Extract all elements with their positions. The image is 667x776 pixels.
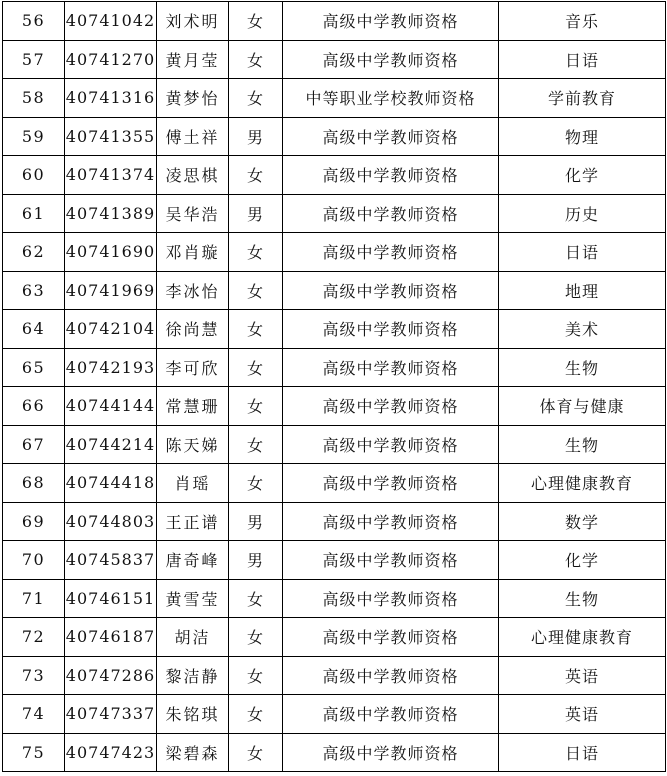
table-row xyxy=(3,2,666,41)
candidate-name: 黄月莹 xyxy=(157,40,229,79)
gender: 女 xyxy=(229,40,283,79)
table-row xyxy=(3,502,666,541)
exam-number: 40744803 xyxy=(65,502,157,541)
subject: 英语 xyxy=(499,695,666,734)
row-index: 72 xyxy=(3,618,65,657)
candidate-name: 李冰怡 xyxy=(157,271,229,310)
qualification-type: 高级中学教师资格 xyxy=(283,271,499,310)
gender: 女 xyxy=(229,733,283,772)
qualification-type: 高级中学教师资格 xyxy=(283,579,499,618)
exam-number: 40746187 xyxy=(65,618,157,657)
qualification-type: 高级中学教师资格 xyxy=(283,541,499,580)
qualification-type: 高级中学教师资格 xyxy=(283,310,499,349)
candidate-table-body xyxy=(3,2,666,772)
exam-number: 40741690 xyxy=(65,233,157,272)
subject: 化学 xyxy=(499,156,666,195)
qualification-type: 高级中学教师资格 xyxy=(283,40,499,79)
row-index: 68 xyxy=(3,464,65,503)
candidate-name: 徐尚慧 xyxy=(157,310,229,349)
gender: 女 xyxy=(229,233,283,272)
subject: 日语 xyxy=(499,733,666,772)
row-index: 69 xyxy=(3,502,65,541)
exam-number: 40747337 xyxy=(65,695,157,734)
table-row xyxy=(3,618,666,657)
gender: 女 xyxy=(229,156,283,195)
gender: 女 xyxy=(229,2,283,41)
table-row xyxy=(3,464,666,503)
table-row xyxy=(3,695,666,734)
subject: 历史 xyxy=(499,194,666,233)
qualification-type: 高级中学教师资格 xyxy=(283,117,499,156)
candidate-name: 唐奇峰 xyxy=(157,541,229,580)
qualification-type: 高级中学教师资格 xyxy=(283,156,499,195)
gender: 女 xyxy=(229,387,283,426)
candidate-name: 黄梦怡 xyxy=(157,79,229,118)
exam-number: 40747423 xyxy=(65,733,157,772)
gender: 女 xyxy=(229,348,283,387)
candidate-name: 胡洁 xyxy=(157,618,229,657)
candidate-table xyxy=(2,1,666,772)
subject: 心理健康教育 xyxy=(499,464,666,503)
subject: 音乐 xyxy=(499,2,666,41)
table-row xyxy=(3,733,666,772)
exam-number: 40741270 xyxy=(65,40,157,79)
subject: 体育与健康 xyxy=(499,387,666,426)
row-index: 75 xyxy=(3,733,65,772)
exam-number: 40741389 xyxy=(65,194,157,233)
row-index: 65 xyxy=(3,348,65,387)
subject: 物理 xyxy=(499,117,666,156)
exam-number: 40741969 xyxy=(65,271,157,310)
qualification-type: 高级中学教师资格 xyxy=(283,348,499,387)
exam-number: 40745837 xyxy=(65,541,157,580)
candidate-name: 凌思棋 xyxy=(157,156,229,195)
row-index: 62 xyxy=(3,233,65,272)
table-row xyxy=(3,541,666,580)
table-row xyxy=(3,656,666,695)
table-row xyxy=(3,40,666,79)
gender: 男 xyxy=(229,502,283,541)
row-index: 58 xyxy=(3,79,65,118)
exam-number: 40744144 xyxy=(65,387,157,426)
qualification-type: 高级中学教师资格 xyxy=(283,2,499,41)
candidate-name: 刘术明 xyxy=(157,2,229,41)
gender: 女 xyxy=(229,579,283,618)
subject: 英语 xyxy=(499,656,666,695)
qualification-type: 高级中学教师资格 xyxy=(283,656,499,695)
exam-number: 40746151 xyxy=(65,579,157,618)
subject: 日语 xyxy=(499,40,666,79)
exam-number: 40744214 xyxy=(65,425,157,464)
table-row xyxy=(3,233,666,272)
subject: 生物 xyxy=(499,425,666,464)
candidate-name: 肖瑶 xyxy=(157,464,229,503)
subject: 日语 xyxy=(499,233,666,272)
table-row xyxy=(3,348,666,387)
subject: 生物 xyxy=(499,579,666,618)
subject: 化学 xyxy=(499,541,666,580)
table-row xyxy=(3,79,666,118)
qualification-type: 高级中学教师资格 xyxy=(283,733,499,772)
subject: 心理健康教育 xyxy=(499,618,666,657)
subject: 学前教育 xyxy=(499,79,666,118)
candidate-name: 梁碧森 xyxy=(157,733,229,772)
row-index: 64 xyxy=(3,310,65,349)
exam-number: 40744418 xyxy=(65,464,157,503)
gender: 女 xyxy=(229,425,283,464)
gender: 男 xyxy=(229,541,283,580)
subject: 生物 xyxy=(499,348,666,387)
gender: 女 xyxy=(229,310,283,349)
gender: 女 xyxy=(229,695,283,734)
row-index: 61 xyxy=(3,194,65,233)
candidate-name: 邓肖璇 xyxy=(157,233,229,272)
exam-number: 40741316 xyxy=(65,79,157,118)
qualification-type: 高级中学教师资格 xyxy=(283,464,499,503)
table-row xyxy=(3,271,666,310)
table-row xyxy=(3,156,666,195)
subject: 美术 xyxy=(499,310,666,349)
exam-number: 40741355 xyxy=(65,117,157,156)
gender: 男 xyxy=(229,117,283,156)
subject: 数学 xyxy=(499,502,666,541)
row-index: 63 xyxy=(3,271,65,310)
table-row xyxy=(3,117,666,156)
table-row xyxy=(3,194,666,233)
table-row xyxy=(3,425,666,464)
qualification-type: 高级中学教师资格 xyxy=(283,425,499,464)
qualification-type: 高级中学教师资格 xyxy=(283,502,499,541)
qualification-type: 高级中学教师资格 xyxy=(283,387,499,426)
gender: 男 xyxy=(229,194,283,233)
exam-number: 40747286 xyxy=(65,656,157,695)
subject: 地理 xyxy=(499,271,666,310)
row-index: 74 xyxy=(3,695,65,734)
qualification-type: 高级中学教师资格 xyxy=(283,194,499,233)
gender: 女 xyxy=(229,464,283,503)
row-index: 56 xyxy=(3,2,65,41)
table-row xyxy=(3,579,666,618)
gender: 女 xyxy=(229,656,283,695)
candidate-name: 王正谱 xyxy=(157,502,229,541)
exam-number: 40742104 xyxy=(65,310,157,349)
candidate-name: 李可欣 xyxy=(157,348,229,387)
qualification-type: 高级中学教师资格 xyxy=(283,695,499,734)
gender: 女 xyxy=(229,618,283,657)
candidate-name: 吴华浩 xyxy=(157,194,229,233)
row-index: 66 xyxy=(3,387,65,426)
candidate-name: 黄雪莹 xyxy=(157,579,229,618)
row-index: 67 xyxy=(3,425,65,464)
qualification-type: 高级中学教师资格 xyxy=(283,233,499,272)
qualification-type: 高级中学教师资格 xyxy=(283,618,499,657)
exam-number: 40741374 xyxy=(65,156,157,195)
candidate-name: 常慧珊 xyxy=(157,387,229,426)
row-index: 57 xyxy=(3,40,65,79)
exam-number: 40742193 xyxy=(65,348,157,387)
row-index: 59 xyxy=(3,117,65,156)
candidate-name: 朱铭琪 xyxy=(157,695,229,734)
candidate-name: 黎洁静 xyxy=(157,656,229,695)
row-index: 70 xyxy=(3,541,65,580)
row-index: 60 xyxy=(3,156,65,195)
row-index: 71 xyxy=(3,579,65,618)
gender: 女 xyxy=(229,79,283,118)
exam-number: 40741042 xyxy=(65,2,157,41)
candidate-name: 傅土祥 xyxy=(157,117,229,156)
gender: 女 xyxy=(229,271,283,310)
candidate-name: 陈天娣 xyxy=(157,425,229,464)
qualification-type: 中等职业学校教师资格 xyxy=(283,79,499,118)
table-row xyxy=(3,310,666,349)
table-row xyxy=(3,387,666,426)
row-index: 73 xyxy=(3,656,65,695)
